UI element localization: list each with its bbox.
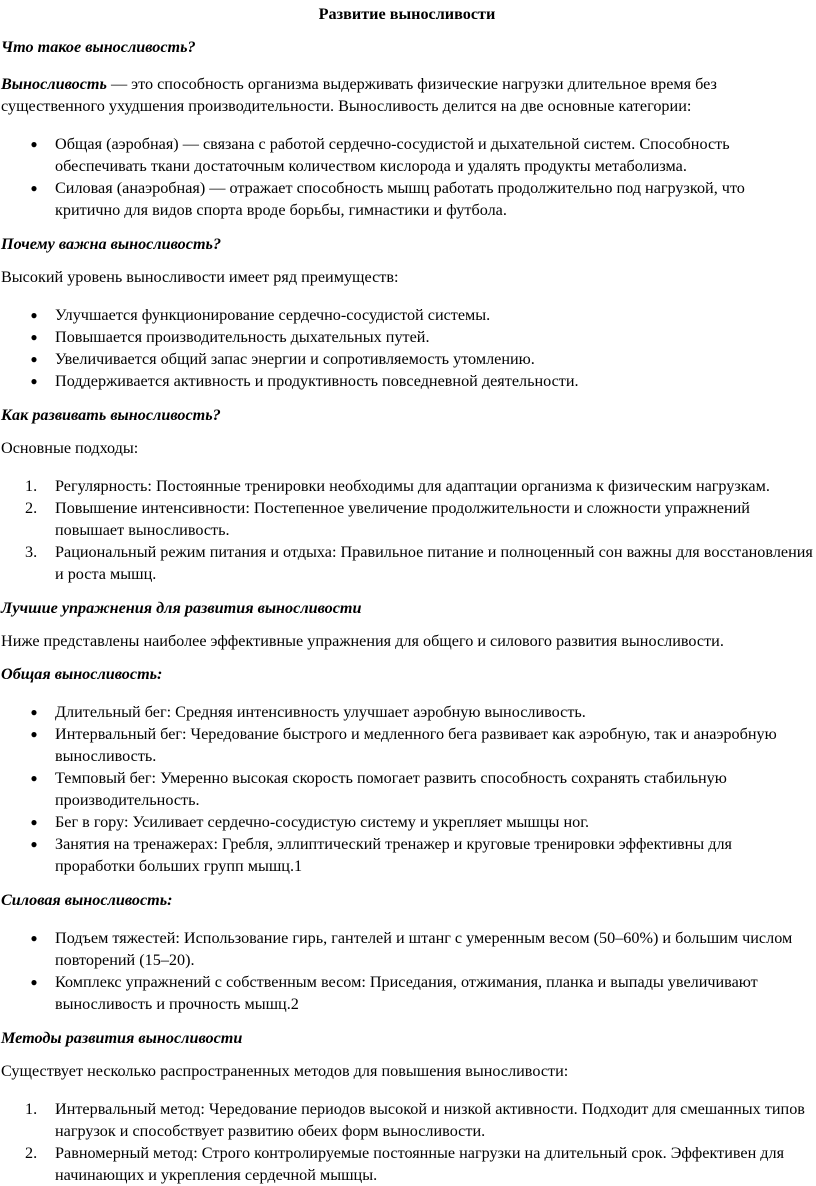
list-item — [1, 1098, 813, 1142]
approaches-list — [1, 475, 813, 585]
list-item — [1, 1142, 813, 1186]
benefits-list — [1, 304, 813, 392]
list-item — [1, 348, 813, 370]
heading-general-endurance: Общая выносливость: — [1, 665, 163, 683]
heading-best-exercises: Лучшие упражнения для развития выносливости — [1, 599, 362, 617]
bullet-icon: ● — [30, 771, 38, 785]
list-item — [1, 475, 813, 497]
list-item-text: Поддерживается активность и продуктивность повседневной деятельности. — [55, 372, 579, 390]
list-item — [1, 177, 813, 221]
list-item — [1, 767, 813, 811]
methods-intro: Существует несколько распространенных методов для повышения выносливости: — [1, 1062, 569, 1080]
bullet-icon: ● — [30, 137, 38, 151]
list-item — [1, 497, 813, 541]
heading-strength-endurance: Силовая выносливость: — [1, 891, 173, 909]
list-item-text: Регулярность: Постоянные тренировки необходимы для адаптации организма к физическим нагрузкам. — [55, 477, 770, 495]
endurance-types-list — [1, 133, 813, 221]
list-item — [1, 927, 813, 971]
bullet-icon: ● — [30, 975, 38, 989]
document-title: Развитие выносливости — [318, 5, 496, 23]
list-item-text: Комплекс упражнений с собственным весом: Приседания, отжимания, планка и выпады увеличивают выносливость и прочность мышц.2 — [55, 973, 758, 1013]
list-item-text: Интервальный метод: Чередование периодов высокой и низкой активности. Подходит для смешанных типов нагрузок и способствует развитию обеих форм выносливости. — [55, 1100, 805, 1140]
list-item-text: Подъем тяжестей: Использование гирь, гантелей и штанг с умеренным весом (50–60%) и большим числом повторений (15–20). — [55, 929, 793, 969]
list-item — [1, 811, 813, 833]
list-item — [1, 833, 813, 877]
list-item-text: Бег в гору: Усиливает сердечно-сосудистую систему и укрепляет мышцы ног. — [55, 813, 590, 831]
bullet-icon: ● — [30, 308, 38, 322]
definition-text: — это способность организма выдерживать физические нагрузки длительное время без существенного ухудшения производительности. Выносливость делится на две основные категории: — [1, 75, 717, 115]
list-item — [1, 326, 813, 348]
list-item-text: Силовая (анаэробная) — отражает способность мышц работать продолжительно под нагрузкой, что критично для видов спорта вроде борьбы, гимнастики и футбола. — [55, 179, 745, 219]
bullet-icon: ● — [30, 374, 38, 388]
bullet-icon: ● — [30, 352, 38, 366]
document-page — [1, 0, 813, 1186]
heading-why-important: Почему важна выносливость? — [1, 235, 222, 253]
list-item-text: Длительный бег: Средняя интенсивность улучшает аэробную выносливость. — [55, 703, 586, 721]
list-item-text: Улучшается функционирование сердечно-сосудистой системы. — [55, 306, 491, 324]
methods-list — [1, 1098, 813, 1186]
list-item — [1, 541, 813, 585]
list-item — [1, 701, 813, 723]
heading-how-to-develop: Как развивать выносливость? — [1, 406, 221, 424]
list-item-text: Общая (аэробная) — связана с работой сердечно-сосудистой и дыхательной систем. Способность обеспечивать ткани достаточным количеством кислорода и удалять продукты метаболизма. — [55, 135, 730, 175]
approaches-intro: Основные подходы: — [1, 439, 139, 457]
exercises-intro: Ниже представлены наиболее эффективные упражнения для общего и силового развития выносливости. — [1, 632, 724, 650]
definition-term: Выносливость — [1, 75, 107, 93]
list-item-text: Темповый бег: Умеренно высокая скорость помогает развить способность сохранять стабильную производительность. — [55, 769, 727, 809]
benefits-intro: Высокий уровень выносливости имеет ряд преимуществ: — [1, 268, 399, 286]
list-item — [1, 723, 813, 767]
list-item-text: Рациональный режим питания и отдыха: Правильное питание и полноценный сон важны для восстановления и роста мышц. — [55, 543, 813, 583]
list-item — [1, 304, 813, 326]
heading-methods: Методы развития выносливости — [1, 1029, 243, 1047]
general-exercises-list — [1, 701, 813, 877]
list-item — [1, 971, 813, 1015]
list-number: 1. — [25, 1100, 38, 1118]
bullet-icon: ● — [30, 931, 38, 945]
list-number: 1. — [25, 477, 38, 495]
bullet-icon: ● — [30, 705, 38, 719]
list-item-text: Увеличивается общий запас энергии и сопротивляемость утомлению. — [55, 350, 535, 368]
list-number: 2. — [25, 1144, 38, 1162]
list-item-text: Равномерный метод: Строго контролируемые постоянные нагрузки на длительный срок. Эффективен для начинающих и укрепления сердечной мышцы. — [55, 1144, 785, 1184]
list-item-text: Занятия на тренажерах: Гребля, эллиптический тренажер и круговые тренировки эффективны для проработки больших групп мышц.1 — [55, 835, 732, 875]
heading-what-is-endurance: Что такое выносливость? — [1, 38, 196, 56]
definition-paragraph — [1, 73, 813, 117]
bullet-icon: ● — [30, 727, 38, 741]
bullet-icon: ● — [30, 815, 38, 829]
list-item-text: Повышается производительность дыхательных путей. — [55, 328, 430, 346]
list-number: 3. — [25, 543, 38, 561]
list-item-text: Повышение интенсивности: Постепенное увеличение продолжительности и сложности упражнений повышает выносливость. — [55, 499, 750, 539]
list-number: 2. — [25, 499, 38, 517]
bullet-icon: ● — [30, 837, 38, 851]
strength-exercises-list — [1, 927, 813, 1015]
list-item — [1, 370, 813, 392]
list-item-text: Интервальный бег: Чередование быстрого и медленного бега развивает как аэробную, так и анаэробную выносливость. — [55, 725, 777, 765]
bullet-icon: ● — [30, 181, 38, 195]
list-item — [1, 133, 813, 177]
bullet-icon: ● — [30, 330, 38, 344]
